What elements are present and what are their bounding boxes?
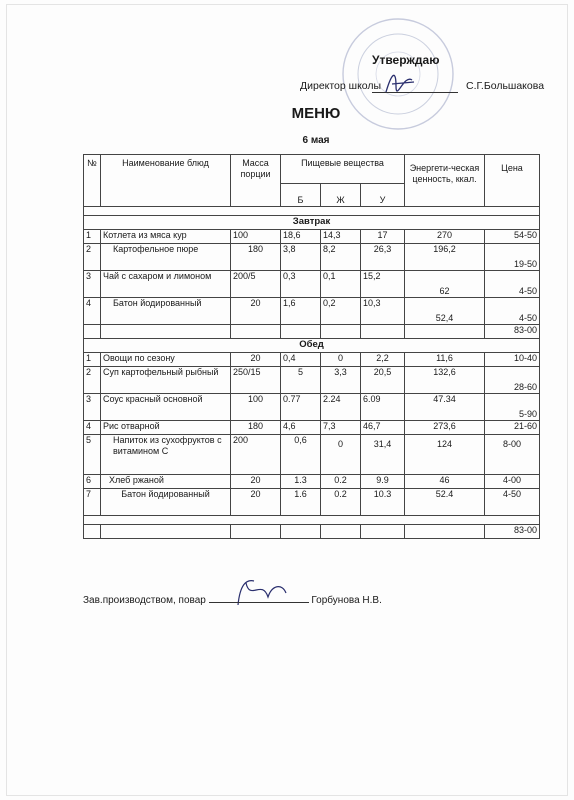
row-zh: 2.24 (321, 394, 361, 421)
header-u: У (361, 183, 405, 206)
row-name: Батон йодированный (101, 298, 231, 325)
header-mass: Масса порции (231, 155, 281, 207)
row-num: 2 (84, 367, 101, 394)
row-mass: 200 (231, 435, 281, 475)
row-name: Суп картофельный рыбный (101, 367, 231, 394)
header-zh: Ж (321, 183, 361, 206)
director-signature (382, 68, 418, 98)
row-price: 4-50 (485, 489, 540, 516)
row-price: 21-60 (485, 421, 540, 435)
table-row (84, 421, 540, 435)
page-title: МЕНЮ (291, 105, 341, 122)
row-u: 9.9 (361, 475, 405, 489)
row-b: 1,6 (281, 298, 321, 325)
row-mass: 20 (231, 353, 281, 367)
menu-date: 6 мая (302, 135, 330, 146)
table-row (84, 475, 540, 489)
row-zh: 7,3 (321, 421, 361, 435)
row-mass: 250/15 (231, 367, 281, 394)
row-num: 4 (84, 421, 101, 435)
row-num: 3 (84, 271, 101, 298)
row-b: 4,6 (281, 421, 321, 435)
row-zh: 0,1 (321, 271, 361, 298)
table-row (84, 435, 540, 475)
row-energy: 124 (405, 435, 485, 475)
row-name: Напиток из сухофруктов с витамином С (101, 435, 231, 475)
table-row (84, 244, 540, 271)
table-row (84, 394, 540, 421)
row-u: 10,3 (361, 298, 405, 325)
row-energy: 270 (405, 230, 485, 244)
row-price: 5-90 (485, 394, 540, 421)
header-b: Б (281, 183, 321, 206)
row-energy: 46 (405, 475, 485, 489)
row-b: 0,4 (281, 353, 321, 367)
table-row (84, 353, 540, 367)
row-price: 28-60 (485, 367, 540, 394)
section-total: 83-00 (485, 525, 540, 539)
row-price: 10-40 (485, 353, 540, 367)
row-name: Рис отварной (101, 421, 231, 435)
section-row (84, 339, 540, 353)
row-u: 20,5 (361, 367, 405, 394)
row-u: 2,2 (361, 353, 405, 367)
section-title: Обед (84, 339, 540, 353)
row-num: 7 (84, 489, 101, 516)
table-row (84, 230, 540, 244)
row-price: 4-50 (485, 298, 540, 325)
row-energy: 11,6 (405, 353, 485, 367)
row-num: 5 (84, 435, 101, 475)
row-num: 6 (84, 475, 101, 489)
row-u: 46,7 (361, 421, 405, 435)
row-u: 17 (361, 230, 405, 244)
row-mass: 180 (231, 244, 281, 271)
row-energy: 273,6 (405, 421, 485, 435)
row-name: Котлета из мяса кур (101, 230, 231, 244)
row-name: Овощи по сезону (101, 353, 231, 367)
header-name: Наименование блюд (101, 155, 231, 207)
row-b: 0,6 (281, 435, 321, 475)
row-b: 3,8 (281, 244, 321, 271)
table-row (84, 298, 540, 325)
row-u: 15,2 (361, 271, 405, 298)
table-row (84, 367, 540, 394)
spacer-row (84, 207, 540, 216)
row-num: 3 (84, 394, 101, 421)
row-mass: 20 (231, 489, 281, 516)
row-energy: 132,6 (405, 367, 485, 394)
row-price: 8-00 (485, 435, 540, 475)
row-mass: 200/5 (231, 271, 281, 298)
spacer-row (84, 516, 540, 525)
row-zh: 0,2 (321, 298, 361, 325)
row-u: 31,4 (361, 435, 405, 475)
footer (83, 592, 382, 606)
director-position: Директор школы (300, 80, 382, 92)
row-mass: 100 (231, 394, 281, 421)
row-price: 4-50 (485, 271, 540, 298)
row-u: 10.3 (361, 489, 405, 516)
row-energy: 196,2 (405, 244, 485, 271)
row-zh: 3,3 (321, 367, 361, 394)
total-row (84, 525, 540, 539)
row-name: Хлеб ржаной (101, 475, 231, 489)
row-mass: 20 (231, 475, 281, 489)
header-energy: Энергети-ческая ценность, ккал. (405, 155, 485, 207)
row-zh: 0 (321, 435, 361, 475)
row-u: 26,3 (361, 244, 405, 271)
header-num: № (84, 155, 101, 207)
row-name: Соус красный основной (101, 394, 231, 421)
row-price: 54-50 (485, 230, 540, 244)
header-row (84, 155, 540, 184)
row-num: 4 (84, 298, 101, 325)
header-nutrients: Пищевые вещества (281, 155, 405, 184)
row-zh: 14,3 (321, 230, 361, 244)
menu-table (83, 154, 540, 539)
table-row (84, 489, 540, 516)
row-energy: 52.4 (405, 489, 485, 516)
section-total: 83-00 (485, 325, 540, 339)
approval-title: Утверждаю (372, 53, 440, 67)
row-zh: 0.2 (321, 475, 361, 489)
row-name: Чай с сахаром и лимоном (101, 271, 231, 298)
row-zh: 0 (321, 353, 361, 367)
row-b: 1.6 (281, 489, 321, 516)
row-price: 19-50 (485, 244, 540, 271)
row-b: 5 (281, 367, 321, 394)
row-zh: 8,2 (321, 244, 361, 271)
row-name: Картофельное пюре (101, 244, 231, 271)
row-mass: 20 (231, 298, 281, 325)
row-num: 1 (84, 353, 101, 367)
row-energy: 52,4 (405, 298, 485, 325)
row-energy: 47.34 (405, 394, 485, 421)
row-b: 0,3 (281, 271, 321, 298)
director-name: С.Г.Большакова (466, 80, 545, 92)
row-b: 0.77 (281, 394, 321, 421)
total-row (84, 325, 540, 339)
table-row (84, 271, 540, 298)
row-energy: 62 (405, 271, 485, 298)
footer-name: Горбунова Н.В. (311, 595, 382, 606)
row-u: 6.09 (361, 394, 405, 421)
row-price: 4-00 (485, 475, 540, 489)
row-num: 2 (84, 244, 101, 271)
section-row (84, 216, 540, 230)
row-b: 1.3 (281, 475, 321, 489)
row-num: 1 (84, 230, 101, 244)
row-name: Батон йодированный (101, 489, 231, 516)
row-b: 18,6 (281, 230, 321, 244)
row-mass: 180 (231, 421, 281, 435)
header-price: Цена (485, 155, 540, 207)
row-zh: 0.2 (321, 489, 361, 516)
footer-position: Зав.производством, повар (83, 595, 206, 606)
footer-sign-line (209, 592, 309, 603)
section-title: Завтрак (84, 216, 540, 230)
row-mass: 100 (231, 230, 281, 244)
